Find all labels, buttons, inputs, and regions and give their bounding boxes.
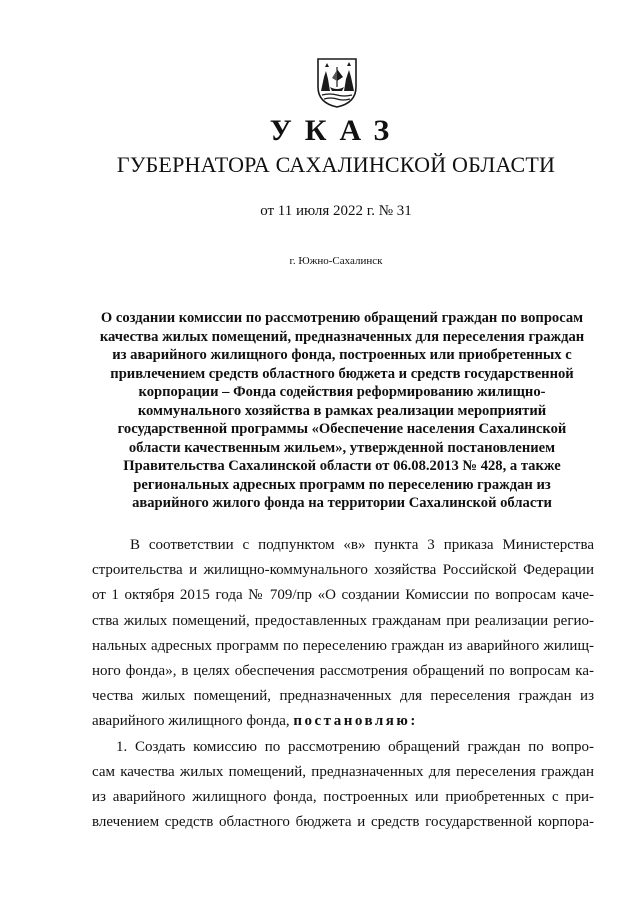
- body-line: сам качества жилых помещений, предназначенных для переселения граждан: [92, 763, 594, 780]
- coat-of-arms-icon: [316, 57, 358, 109]
- body-line: чества жилых помещений, предназначенных для переселения граждан из: [92, 688, 594, 705]
- decree-date-number: от 11 июля 2022 г. № 31: [260, 203, 412, 219]
- body-line: из аварийного жилищного фонда, построенных или приобретенных с при-: [92, 788, 594, 805]
- body-line: ного фонда», в целях обеспечения рассмотрения обращений по вопросам ка-: [92, 662, 594, 679]
- heading-line: области качественным жильем», утвержденной постановлением: [128, 439, 556, 456]
- heading-line: из аварийного жилищного фонда, построенных или приобретенных с: [112, 347, 572, 363]
- heading-line: О создании комиссии по рассмотрению обращений граждан по вопросам: [100, 310, 584, 326]
- body-line: ства жилых помещений, предоставленных гражданам при реализации регио-: [92, 612, 594, 629]
- heading-line: государственной программы «Обеспечение населения Сахалинской: [117, 421, 567, 437]
- decree-city: г. Южно-Сахалинск: [289, 255, 383, 267]
- heading-line: привлечением средств областного бюджета и средств государственной: [110, 365, 574, 382]
- body-line: [92, 709, 594, 734]
- heading-line: корпорации – Фонда содействия реформированию жилищно-: [138, 384, 546, 400]
- body-line: строительства и жилищно-коммунального хозяйства Российской Федерации: [92, 562, 594, 579]
- body-line: 1. Создать комиссию по рассмотрению обращений граждан по вопро-: [116, 738, 594, 755]
- body-line: нальных адресных программ по переселению граждан из аварийного жилищ-: [92, 637, 594, 654]
- document-title: УКАЗ: [269, 114, 403, 147]
- decree-word: постановляю:: [293, 713, 418, 730]
- body-line: от 1 октября 2015 года № 709/пр «О создании Комиссии по вопросам каче-: [92, 587, 594, 604]
- heading-line: региональных адресных программ по переселению граждан из: [133, 476, 551, 493]
- decree-body: [92, 533, 594, 835]
- decree-heading: [92, 309, 592, 513]
- body-line: В соответствии с подпунктом «в» пункта 3 приказа Министерства: [130, 537, 594, 553]
- heading-line: аварийного жилого фонда на территории Сахалинской области: [132, 495, 552, 511]
- body-line: влечением средств областного бюджета и средств государственной корпора-: [92, 814, 594, 831]
- document-subtitle: ГУБЕРНАТОРА САХАЛИНСКОЙ ОБЛАСТИ: [116, 152, 556, 177]
- body-line-text: аварийного жилищного фонда,: [92, 713, 290, 730]
- heading-line: Правительства Сахалинской области от 06.08.2013 № 428, а также: [123, 458, 561, 474]
- heading-line: качества жилых помещений, предназначенных для переселения граждан: [99, 328, 585, 345]
- heading-line: коммунального хозяйства в рамках реализации мероприятий: [137, 402, 547, 419]
